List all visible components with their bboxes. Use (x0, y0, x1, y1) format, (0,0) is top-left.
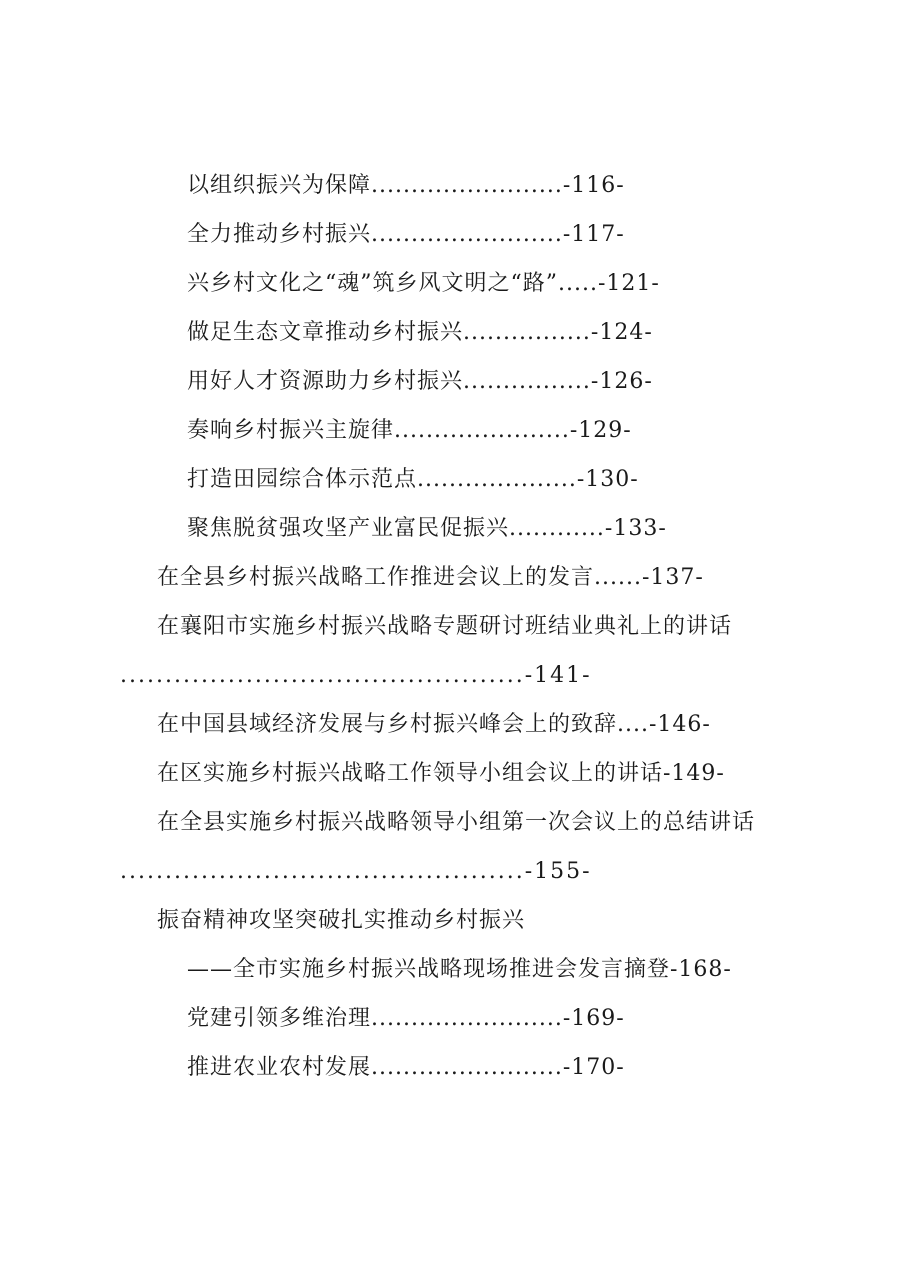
toc-entry: 打造田园综合体示范点....................-130- (187, 467, 639, 492)
toc-entry: 聚焦脱贫强攻坚产业富民促振兴............-133- (187, 516, 667, 541)
toc-entry: 在全县乡村振兴战略工作推进会议上的发言......-137- (157, 565, 704, 590)
toc-entry: 以组织振兴为保障........................-116- (187, 173, 625, 198)
toc-entry-title: 振奋精神攻坚突破扎实推动乡村振兴 (157, 908, 526, 933)
toc-entry: 推进农业农村发展........................-170- (187, 1055, 625, 1080)
toc-entry: 兴乡村文化之“魂”筑乡风文明之“路”.....-121- (187, 271, 660, 296)
toc-entry: 在中国县域经济发展与乡村振兴峰会上的致辞....-146- (157, 712, 711, 737)
toc-entry: 做足生态文章推动乡村振兴................-124- (187, 320, 653, 345)
toc-entry-leader: .............................................-141- (120, 663, 592, 688)
toc-entry: 奏响乡村振兴主旋律......................-129- (187, 418, 632, 443)
toc-entry: 党建引领多维治理........................-169- (187, 1006, 625, 1031)
toc-entry: 全力推动乡村振兴........................-117- (187, 222, 625, 247)
toc-entry-title: 在襄阳市实施乡村振兴战略专题研讨班结业典礼上的讲话 (157, 614, 733, 639)
toc-entry: 用好人才资源助力乡村振兴................-126- (187, 369, 653, 394)
toc-entry: 在区实施乡村振兴战略工作领导小组会议上的讲话-149- (157, 761, 725, 786)
toc-entry-title: 在全县实施乡村振兴战略领导小组第一次会议上的总结讲话 (157, 810, 756, 835)
toc-entry-subtitle: ——全市实施乡村振兴战略现场推进会发言摘登-168- (187, 957, 732, 982)
toc-entry-leader: .............................................-155- (120, 859, 592, 884)
